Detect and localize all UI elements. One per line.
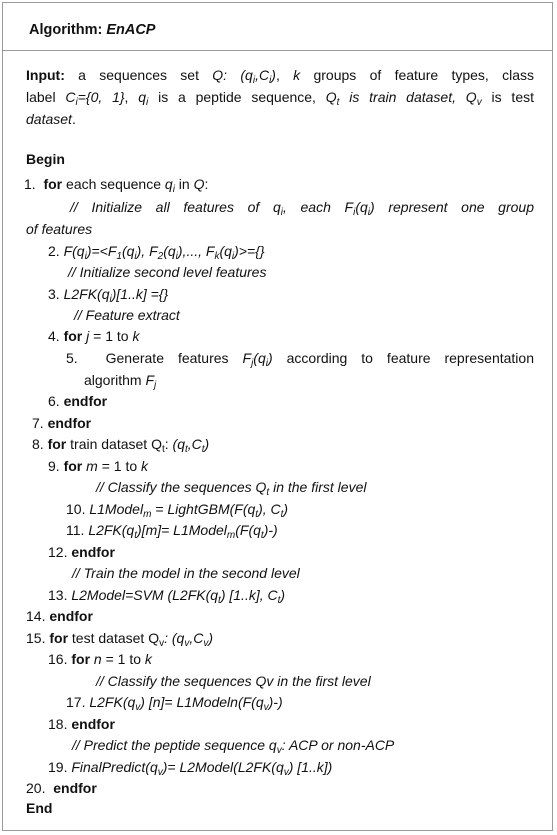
step-13: 13. L2Model=SVM ($L2FK(q_t)$ [1..k], $C_t$) — [48, 587, 286, 606]
step-19: 19. $FinalPredict(q_v)=$ $L2Model(L2FK(q_v)$ [1..k]) — [48, 759, 333, 778]
comment-init-features-cont: of features — [26, 221, 93, 237]
step-17: 17. $L2FK(q_v)$ $[n]= L1Modeln(F(q_v)-)$ — [66, 694, 283, 713]
step-4: 4. for j = 1 to k — [48, 328, 140, 344]
step-10: 10. L1Model$_m$ = $LightGBM(F(q_t)$, $C_t$) — [66, 501, 289, 520]
step-12: 12. endfor — [48, 544, 115, 560]
step-8: 8. for train dataset $Q_t$: $(q_t,C_t)$ — [32, 436, 210, 455]
input-line-2: label $C_i=\{0$, 1}, $q_i$ is a peptide sequence, $Q_t$ is train dataset, $Q_v$ is test — [26, 89, 534, 108]
step-9: 9. for m = 1 to k — [48, 458, 149, 474]
input-line-1: Input: a sequences set Q: $(q_i,C_i)$, k groups of feature types, class — [26, 67, 535, 86]
step-14: 14. endfor — [26, 608, 93, 624]
begin-keyword: Begin — [26, 151, 65, 167]
step-16: 16. for n = 1 to k — [48, 651, 152, 667]
step-5-cont: algorithm $F_j$ — [84, 372, 157, 391]
step-5: 5. Generate features $F_j(q_i)$ according to feature representation — [66, 350, 534, 369]
step-6: 6. endfor — [48, 393, 108, 409]
step-2: 2. $F(q_i)=<F_1(q_i)$, $F_2(q_i)$,..., $F_k(q_i)>=\{\}$ — [48, 243, 265, 262]
step-20: 20. endfor — [26, 780, 97, 796]
comment-classify-qv: // Classify the sequences Qv in the first level — [96, 673, 371, 689]
comment-train-second-level: // Train the model in the second level — [72, 565, 300, 581]
step-18: 18. endfor — [48, 716, 115, 732]
title-prefix: Algorithm: — [29, 22, 103, 38]
step-7: 7. endfor — [32, 415, 92, 431]
algorithm-name: EnACP — [106, 22, 156, 38]
comment-classify-qt: // Classify the sequences $Q_t$ in the first level — [96, 479, 367, 498]
step-15: 15. for test dataset $Q_v$: $(q_v,C_v)$ — [26, 630, 213, 649]
comment-predict: // Predict the peptide sequence $q_v$: ACP or non-ACP — [72, 737, 395, 756]
comment-feature-extract: // Feature extract — [74, 307, 180, 323]
step-11: 11. $L2FK(q_t)[m]=$ $L1Model_m(F(q_t)-)$ — [66, 522, 278, 541]
input-line-3: dataset. — [26, 111, 76, 127]
step-1: 1. for each sequence $q_i$ in Q: — [24, 176, 209, 195]
end-keyword: End — [26, 800, 53, 816]
algorithm-header — [3, 3, 552, 51]
algorithm-title — [29, 22, 155, 38]
comment-init-features: // Initialize all features of $q_i$, each $F_i(q_i)$ represent one group — [70, 199, 534, 218]
comment-second-level: // Initialize second level features — [68, 264, 267, 280]
step-3: 3. $L2FK(q_i)[1..k]$ ={} — [48, 286, 169, 305]
